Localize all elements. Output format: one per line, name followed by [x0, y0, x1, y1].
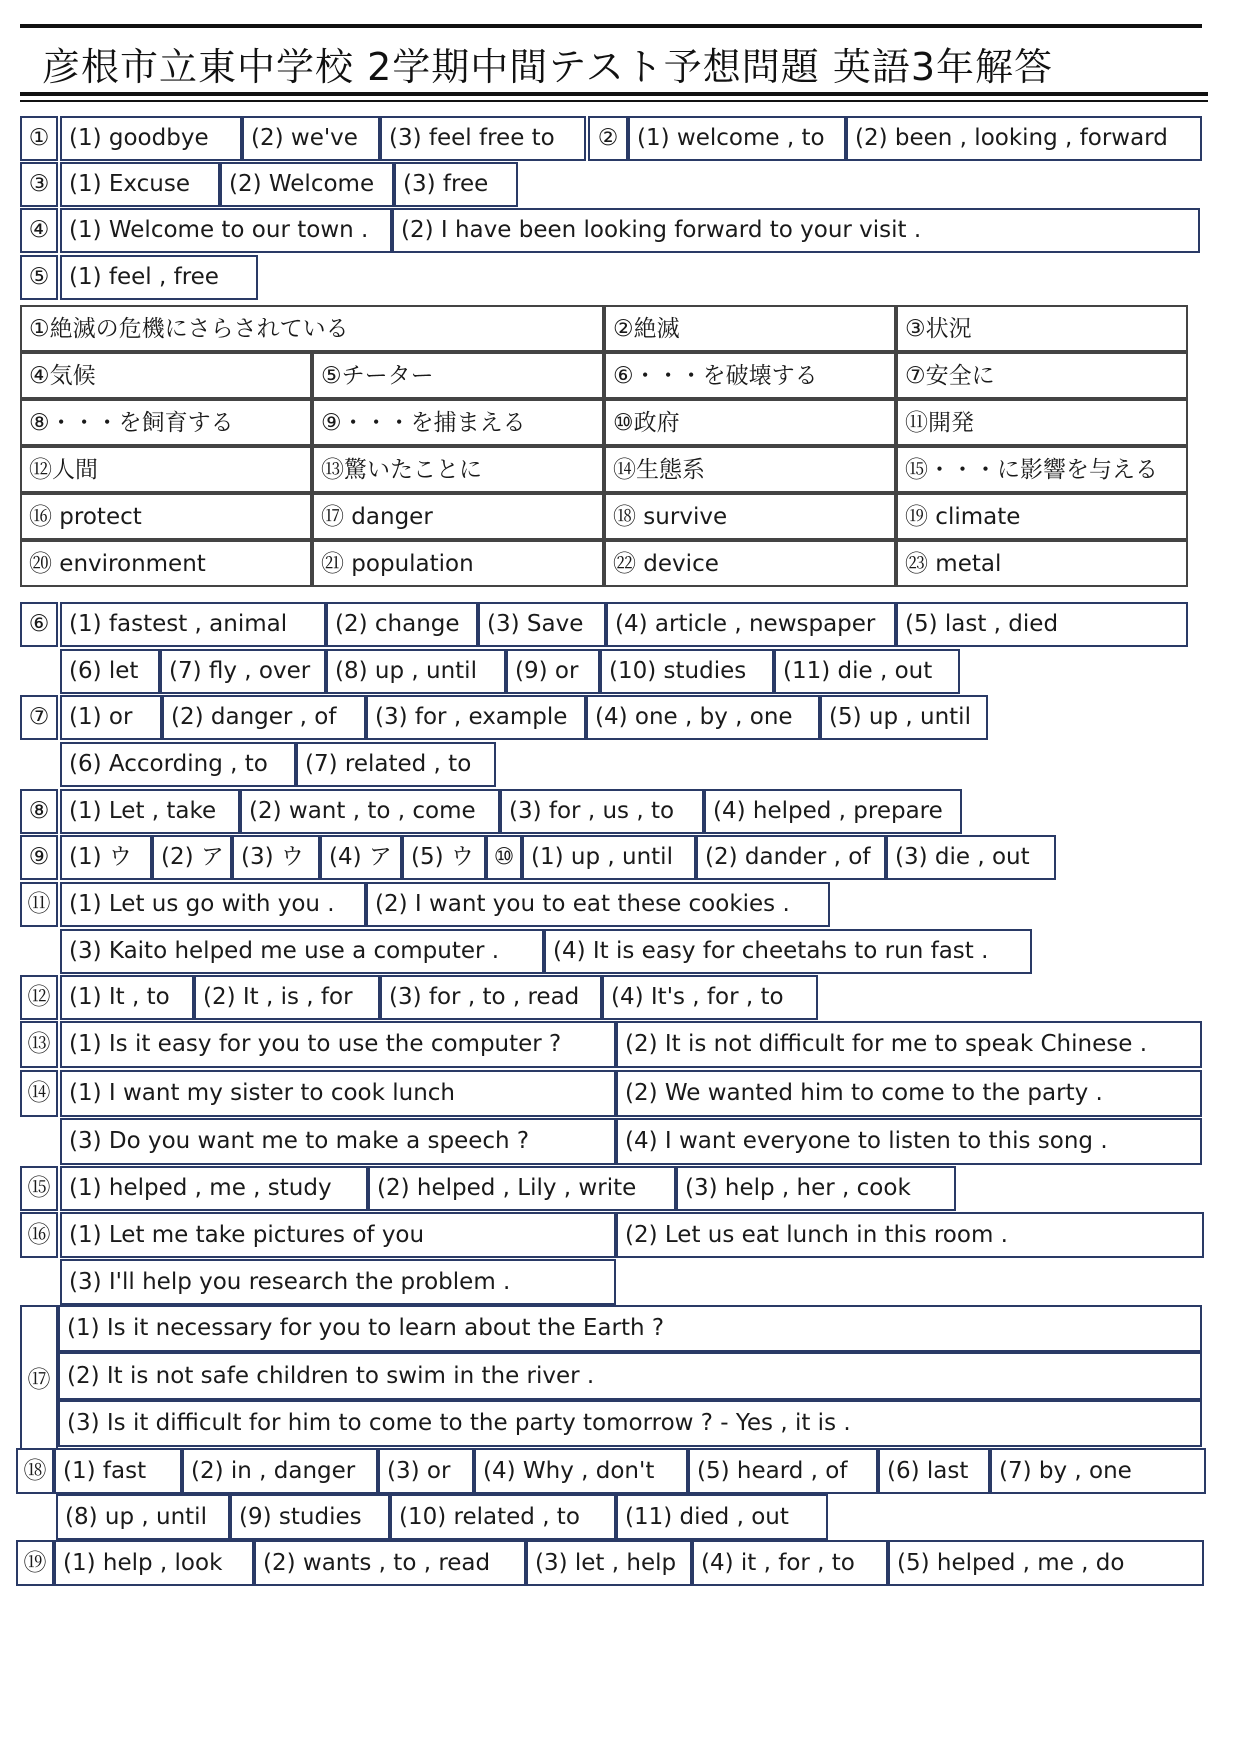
answer-cell: (11) die , out — [774, 649, 960, 694]
answer-cell: (4) It's , for , to — [602, 975, 818, 1020]
question-number: ⑱ — [16, 1448, 54, 1494]
answer-cell: (5) up , until — [820, 695, 988, 740]
question-number: ⑧ — [20, 789, 58, 834]
answer-cell: (3) die , out — [886, 835, 1056, 880]
answer-cell: (2) we've — [242, 116, 380, 161]
question-number: ⑥ — [20, 602, 58, 647]
answer-cell: (1) Let me take pictures of you — [60, 1212, 616, 1258]
answer-cell: (2) I have been looking forward to your visit . — [392, 208, 1200, 253]
vocab-cell: ⑫人間 — [20, 446, 312, 493]
answer-cell: (5) helped , me , do — [888, 1540, 1204, 1586]
answer-cell: (2) been , looking , forward — [846, 116, 1202, 161]
question-number: ⑩ — [486, 835, 522, 880]
vocab-cell: ⑳ environment — [20, 540, 312, 587]
answer-cell: (2) It , is , for — [194, 975, 380, 1020]
answer-cell: (1) goodbye — [60, 116, 242, 161]
answer-cell: (1) Is it necessary for you to learn about the Earth ? — [58, 1305, 1202, 1352]
answer-cell: (1) helped , me , study — [60, 1166, 368, 1211]
answer-cell: (1) fast — [54, 1448, 182, 1494]
vocab-cell: ⑲ climate — [896, 493, 1188, 540]
answer-cell: (2) in , danger — [182, 1448, 378, 1494]
answer-cell: (3) for , to , read — [380, 975, 602, 1020]
answer-cell: (2) I want you to eat these cookies . — [366, 882, 830, 927]
answer-cell: (4) ア — [320, 835, 402, 880]
answer-cell: (7) by , one — [990, 1448, 1206, 1494]
vocab-cell: ⑯ protect — [20, 493, 312, 540]
title-underline-thick — [20, 92, 1208, 96]
answer-cell: (2) We wanted him to come to the party . — [616, 1070, 1202, 1117]
answer-cell: (4) article , newspaper — [606, 602, 896, 647]
answer-cell: (2) It is not difficult for me to speak Chinese . — [616, 1021, 1202, 1068]
answer-cell: (4) Why , don't — [474, 1448, 688, 1494]
answer-cell: (1) fastest , animal — [60, 602, 326, 647]
answer-cell: (1) Let , take — [60, 789, 240, 834]
answer-cell: (2) It is not safe children to swim in the river . — [58, 1352, 1202, 1400]
answer-cell: (1) ウ — [60, 835, 152, 880]
answer-cell: (10) studies — [600, 649, 774, 694]
answer-cell: (9) studies — [230, 1494, 390, 1540]
answer-cell: (3) or — [378, 1448, 474, 1494]
question-number: ② — [588, 116, 628, 161]
answer-cell: (8) up , until — [56, 1494, 230, 1540]
vocab-cell: ⑪開発 — [896, 399, 1188, 446]
answer-cell: (1) Is it easy for you to use the computer ? — [60, 1021, 616, 1068]
answer-cell: (3) for , example — [366, 695, 586, 740]
answer-cell: (1) Excuse — [60, 162, 220, 207]
question-number: ⑯ — [20, 1212, 58, 1258]
answer-cell: (4) It is easy for cheetahs to run fast . — [544, 929, 1032, 974]
vocab-cell: ⑤チーター — [312, 352, 604, 399]
vocab-cell: ⑥・・・を破壊する — [604, 352, 896, 399]
vocab-cell: ⑧・・・を飼育する — [20, 399, 312, 446]
answer-cell: (1) welcome , to — [628, 116, 846, 161]
question-number: ⑬ — [20, 1021, 58, 1068]
answer-cell: (3) I'll help you research the problem . — [60, 1259, 616, 1305]
answer-cell: (3) free — [394, 162, 518, 207]
vocab-cell: ⑰ danger — [312, 493, 604, 540]
answer-cell: (9) or — [506, 649, 600, 694]
answer-cell: (3) help , her , cook — [676, 1166, 956, 1211]
answer-cell: (1) It , to — [60, 975, 194, 1020]
question-number: ⑨ — [20, 835, 58, 880]
answer-cell: (3) ウ — [232, 835, 320, 880]
answer-cell: (1) or — [60, 695, 162, 740]
vocab-cell: ㉑ population — [312, 540, 604, 587]
page-title: 彦根市立東中学校 2学期中間テスト予想問題 英語3年解答 — [42, 45, 1053, 89]
vocab-cell: ⑬驚いたことに — [312, 446, 604, 493]
answer-cell: (1) feel , free — [60, 255, 258, 300]
title-underline-thin — [20, 100, 1208, 102]
answer-cell: (4) I want everyone to listen to this song . — [616, 1118, 1202, 1165]
vocab-cell: ②絶滅 — [604, 305, 896, 352]
answer-cell: (2) want , to , come — [240, 789, 500, 834]
question-number: ⑲ — [16, 1540, 54, 1586]
question-number: ⑮ — [20, 1166, 58, 1211]
answer-cell: (7) related , to — [296, 742, 496, 787]
vocab-cell: ⑭生態系 — [604, 446, 896, 493]
answer-cell: (1) Welcome to our town . — [60, 208, 392, 253]
answer-cell: (4) one , by , one — [586, 695, 820, 740]
question-number: ⑭ — [20, 1070, 58, 1117]
answer-cell: (1) I want my sister to cook lunch — [60, 1070, 616, 1117]
vocab-cell: ⑱ survive — [604, 493, 896, 540]
answer-cell: (8) up , until — [326, 649, 506, 694]
vocab-cell: ⑩政府 — [604, 399, 896, 446]
question-number: ④ — [20, 208, 58, 253]
answer-cell: (3) Is it difficult for him to come to the party tomorrow ? - Yes , it is . — [58, 1400, 1202, 1447]
answer-cell: (3) feel free to — [380, 116, 586, 161]
vocab-cell: ⑮・・・に影響を与える — [896, 446, 1188, 493]
answer-cell: (2) Let us eat lunch in this room . — [616, 1212, 1204, 1258]
answer-cell: (6) let — [60, 649, 160, 694]
answer-cell: (2) change — [326, 602, 478, 647]
answer-cell: (2) wants , to , read — [254, 1540, 526, 1586]
answer-cell: (1) Let us go with you . — [60, 882, 366, 927]
answer-cell: (1) up , until — [522, 835, 696, 880]
vocab-cell: ㉒ device — [604, 540, 896, 587]
answer-cell: (3) Kaito helped me use a computer . — [60, 929, 544, 974]
answer-cell: (4) helped , prepare — [704, 789, 962, 834]
answer-cell: (11) died , out — [616, 1494, 828, 1540]
answer-cell: (10) related , to — [390, 1494, 616, 1540]
question-number: ⑤ — [20, 255, 58, 300]
vocab-cell: ④気候 — [20, 352, 312, 399]
vocab-cell: ㉓ metal — [896, 540, 1188, 587]
answer-cell: (2) ア — [152, 835, 232, 880]
question-number: ⑦ — [20, 695, 58, 740]
answer-cell: (5) heard , of — [688, 1448, 878, 1494]
answer-cell: (5) ウ — [402, 835, 486, 880]
answer-cell: (2) danger , of — [162, 695, 366, 740]
answer-cell: (2) Welcome — [220, 162, 394, 207]
answer-cell: (3) Do you want me to make a speech ? — [60, 1118, 616, 1165]
vocab-cell: ③状況 — [896, 305, 1188, 352]
vocab-cell: ①絶滅の危機にさらされている — [20, 305, 604, 352]
answer-cell: (7) fly , over — [160, 649, 326, 694]
answer-cell: (3) let , help — [526, 1540, 692, 1586]
answer-cell: (4) it , for , to — [692, 1540, 888, 1586]
answer-cell: (3) for , us , to — [500, 789, 704, 834]
question-number: ⑫ — [20, 975, 58, 1020]
question-number: ⑰ — [20, 1305, 58, 1456]
question-number: ⑪ — [20, 882, 58, 927]
answer-cell: (3) Save — [478, 602, 606, 647]
answer-cell: (2) dander , of — [696, 835, 886, 880]
answer-cell: (5) last , died — [896, 602, 1188, 647]
answer-cell: (1) help , look — [54, 1540, 254, 1586]
vocab-cell: ⑨・・・を捕まえる — [312, 399, 604, 446]
answer-cell: (6) According , to — [60, 742, 296, 787]
vocab-cell: ⑦安全に — [896, 352, 1188, 399]
answer-cell: (6) last — [878, 1448, 990, 1494]
question-number: ① — [20, 116, 58, 161]
answer-cell: (2) helped , Lily , write — [368, 1166, 676, 1211]
question-number: ③ — [20, 162, 58, 207]
top-rule — [20, 24, 1202, 28]
